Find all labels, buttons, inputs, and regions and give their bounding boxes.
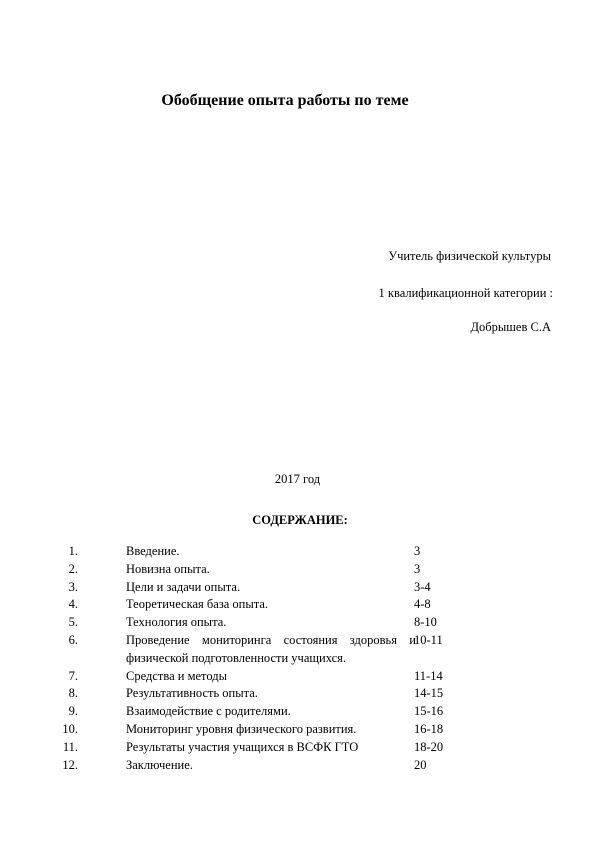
toc-item [0,739,595,757]
toc-item-page: 8-10 [414,615,437,630]
toc-item [0,596,595,614]
toc-item [0,757,595,775]
toc-item-number: 6. [68,632,78,647]
toc-item-number: 10. [62,721,78,736]
toc-item [0,561,595,579]
toc-item [0,703,595,721]
toc-item-number: 4. [68,597,78,612]
author-category: 1 квалификационной категории : [378,286,553,300]
toc-item-number: 12. [62,757,78,772]
toc-item-title: Цели и задачи опыта. [126,579,241,594]
toc-item-title: Заключение. [126,757,193,772]
toc-item [0,543,595,561]
toc-item-page: 16-18 [414,721,444,736]
toc-item-title: Теоретическая база опыта. [126,597,269,612]
author-name: Добрышев С.А [470,320,551,334]
toc-item-title: Мониторинг уровня физического развития. [126,721,357,736]
author-position: Учитель физической культуры [388,249,551,263]
toc-item-title: Введение. [126,544,180,558]
toc-item-page: 3-4 [414,579,431,594]
toc-item-page: 11-14 [414,668,443,683]
toc-item-title: Взаимодействие с родителями. [126,704,291,719]
toc-item-page: 14-15 [414,686,444,701]
toc-item-title: Результаты участия учащихся в ВСФК ГТО [126,739,359,754]
toc-item [0,579,595,597]
toc-item [0,721,595,739]
toc-item-page: 18-20 [414,739,444,754]
toc-item-number: 3. [68,579,78,594]
toc-item [0,685,595,703]
toc-item-page: 20 [414,757,427,772]
toc-item-number: 7. [68,668,78,683]
toc-item-number: 2. [68,561,78,576]
toc-item-title: Средства и методы [126,668,227,683]
toc-item-number: 9. [68,704,78,719]
toc-item-page: 3 [414,561,421,576]
toc-item-page: 15-16 [414,704,444,719]
toc-item-number: 8. [68,686,78,701]
toc-item-page: 4-8 [414,597,431,612]
toc-item [0,632,595,668]
toc-item [0,614,595,632]
document-year: 2017 год [274,472,321,486]
toc-item-number: 11. [62,739,78,754]
toc-item-page: 10-11 [414,632,443,647]
toc-item-title: Технология опыта. [126,615,227,630]
toc-heading: СОДЕРЖАНИЕ: [252,513,348,527]
toc-item-title: Результативность опыта. [126,686,258,701]
table-of-contents [0,543,595,774]
toc-item-number: 1. [68,544,78,558]
toc-item-title: Проведение мониторинга состояния здоровья и физической подготовленности учащихся. [126,632,416,665]
toc-item-title: Новизна опыта. [126,561,210,576]
document-title: Обобщение опыта работы по теме [161,92,409,109]
toc-item-number: 5. [68,615,78,630]
toc-item [0,668,595,686]
toc-item-page: 3 [414,544,421,558]
